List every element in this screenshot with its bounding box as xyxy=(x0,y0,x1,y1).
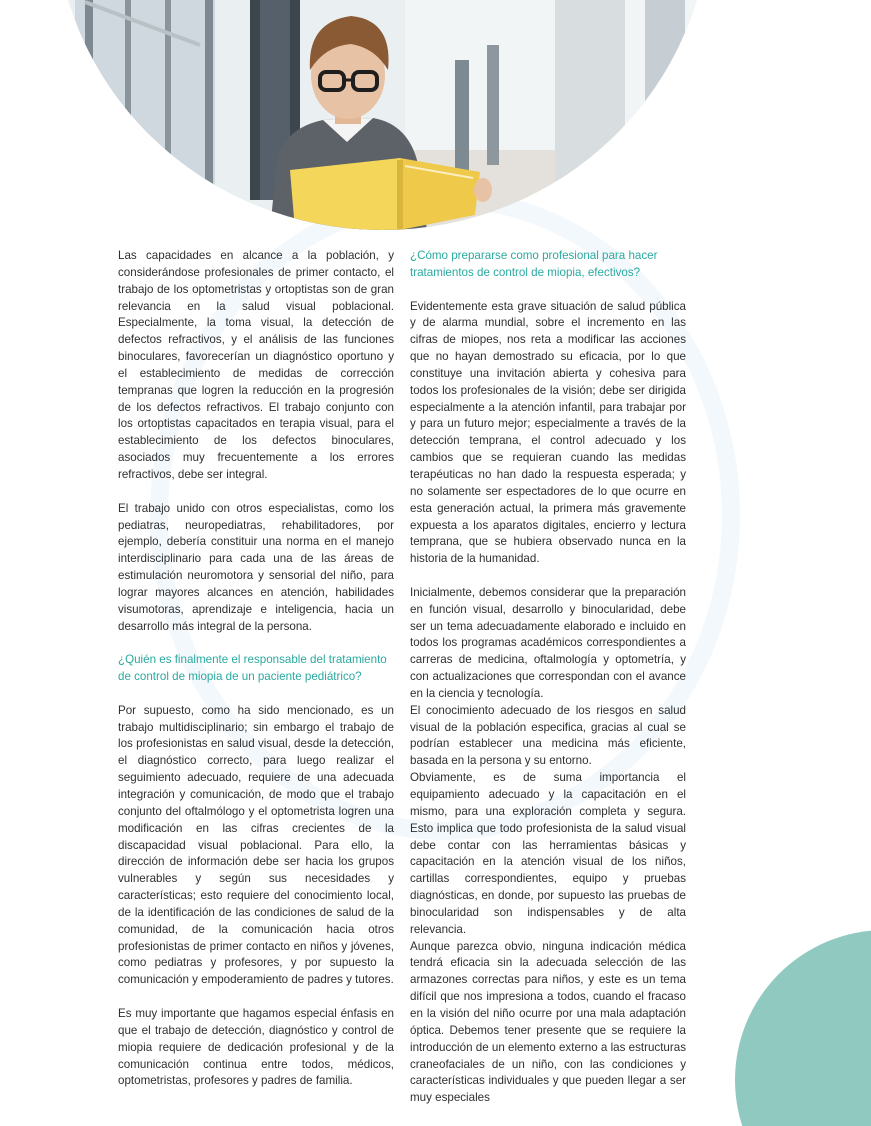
right-section-heading: ¿Cómo prepararse como profesional para hacer tratamientos de control de miopia, efectivos? xyxy=(410,249,658,279)
left-column xyxy=(118,248,394,1090)
right-paragraph-3: El conocimiento adecuado de los riesgos en salud visual de la población especifica, gracias al cual se podrían establecer una medicina más eficiente, basada en la persona y su entorno. xyxy=(410,703,686,768)
teal-decorative-circle xyxy=(735,930,871,1126)
right-paragraph-2: Inicialmente, debemos considerar que la preparación en función visual, desarrollo y binocularidad, debe ser un tema adecuadamente elaborado e incluido en todos los programas académicos correspondientes a carreras de medicina, oftalmología y optometría, y con actualizaciones que correspondan con el avance en la ciencia y tecnología. xyxy=(410,585,686,700)
left-paragraph-1: Las capacidades en alcance a la población, y considerándose profesionales de primer contacto, el trabajo de los optometristas y ortoptistas son de gran relevancia en la salud visual poblacional. Especialmente, la toma visual, la detección de defectos refractivos, y el análisis de las funciones binoculares, favorecerían un diagnóstico oportuno y el establecimiento de medidas de corrección tempranas que logren la reducción en la progresión de los defectos refractivos. El trabajo conjunto con los ortoptistas capacitados en terapia visual, para el establecimiento de los defectos binoculares, asociados muy frecuentemente a los errores refractivos, debe ser integral. xyxy=(118,249,394,481)
right-paragraph-5: Aunque parezca obvio, ninguna indicación médica tendrá eficacia sin la adecuada selección de las armazones correctas para niños, y este es un tema difícil que nos impresiona a todos, cuando el fracaso en la visión del niño ocurre por una mala adaptación óptica. Debemos tener presente que se requiere la introducción de un elemento externo a las estructuras craneofaciales de un niño, con las condiciones y características individuales y que pueden llegar a ser muy especiales xyxy=(410,939,686,1105)
left-section-heading: ¿Quién es finalmente el responsable del tratamiento de control de miopia de un paciente pediátrico? xyxy=(118,653,387,684)
left-paragraph-3: Por supuesto, como ha sido mencionado, es un trabajo multidisciplinario; sin embargo el trabajo de los profesionistas en salud visual, desde la detección, el diagnóstico correcto, para luego realizar el seguimiento adecuado, requiere de una adecuada integración y comunicación, de modo que el trabajo conjunto del oftalmólogo y el optometrista logren una modificación en las cifras crecientes de la discapacidad visual poblacional. Para ello, la dirección de información debe ser hacia los grupos vulnerables y según sus necesidades y características; esto requiere del conocimiento local, de la identificación de las condiciones de salud de la comunidad, de la comunicación hacia otros profesionistas de primer contacto en niños y jóvenes, como pediatras y profesores, y por supuesto la comunicación y empoderamiento de padres y tutores. xyxy=(118,703,394,987)
right-paragraph-4: Obviamente, es de suma importancia el equipamiento adecuado y la capacitación en el mismo, para una exploración completa y segura. Esto implica que todo profesionista de la salud visual debe contar con las herramientas básicas y capacitación en la atención visual de los niños, cartillas correspondientes, equipo y pruebas diagnósticas, en donde, por supuesto las pruebas de binocularidad son indispensables y de alta relevancia. xyxy=(410,771,686,936)
hero-photo xyxy=(55,0,710,230)
left-paragraph-2: El trabajo unido con otros especialistas, como los pediatras, neuropediatras, rehabilitadores, por ejemplo, debería constituir una norma en el manejo interdisciplinario para cada una de las áreas de estimulación neuromotora y sensorial del niño, para lograr mayores alcances en atención, habilidades visumotoras, aprendizaje e inteligencia, hacia un desarrollo más integral de la persona. xyxy=(118,501,394,633)
left-paragraph-4: Es muy importante que hagamos especial énfasis en que el trabajo de detección, diagnóstico y control de miopia requiere de dedicación profesional y de la comunicación continua entre todos, médicos, optometristas, profesores y padres de familia. xyxy=(118,1006,394,1088)
child-reading-book-icon xyxy=(55,0,710,230)
right-paragraph-1: Evidentemente esta grave situación de salud pública y de alarma mundial, sobre el incremento en las cifras de miopes, nos reta a modificar las acciones que no hayan demostrado su eficacia, por lo que constituye una invitación abierta y cohesiva para todos los profesionales de la visión; debe ser dirigida especialmente a la atención infantil, para trabajar por y para un futuro mejor; especialmente a través de la detección temprana, el control adecuado y los cambios que se requieran cuando las medidas terapéuticas no han dado la respuesta esperada; y no solamente ser espectadores de lo que ocurre en esta generación actual, la primera más gravemente expuesta a los aparatos digitales, encierro y lectura temprana, que se hubiera observado nunca en la historia de la humanidad. xyxy=(410,299,686,566)
right-column xyxy=(410,248,686,1107)
